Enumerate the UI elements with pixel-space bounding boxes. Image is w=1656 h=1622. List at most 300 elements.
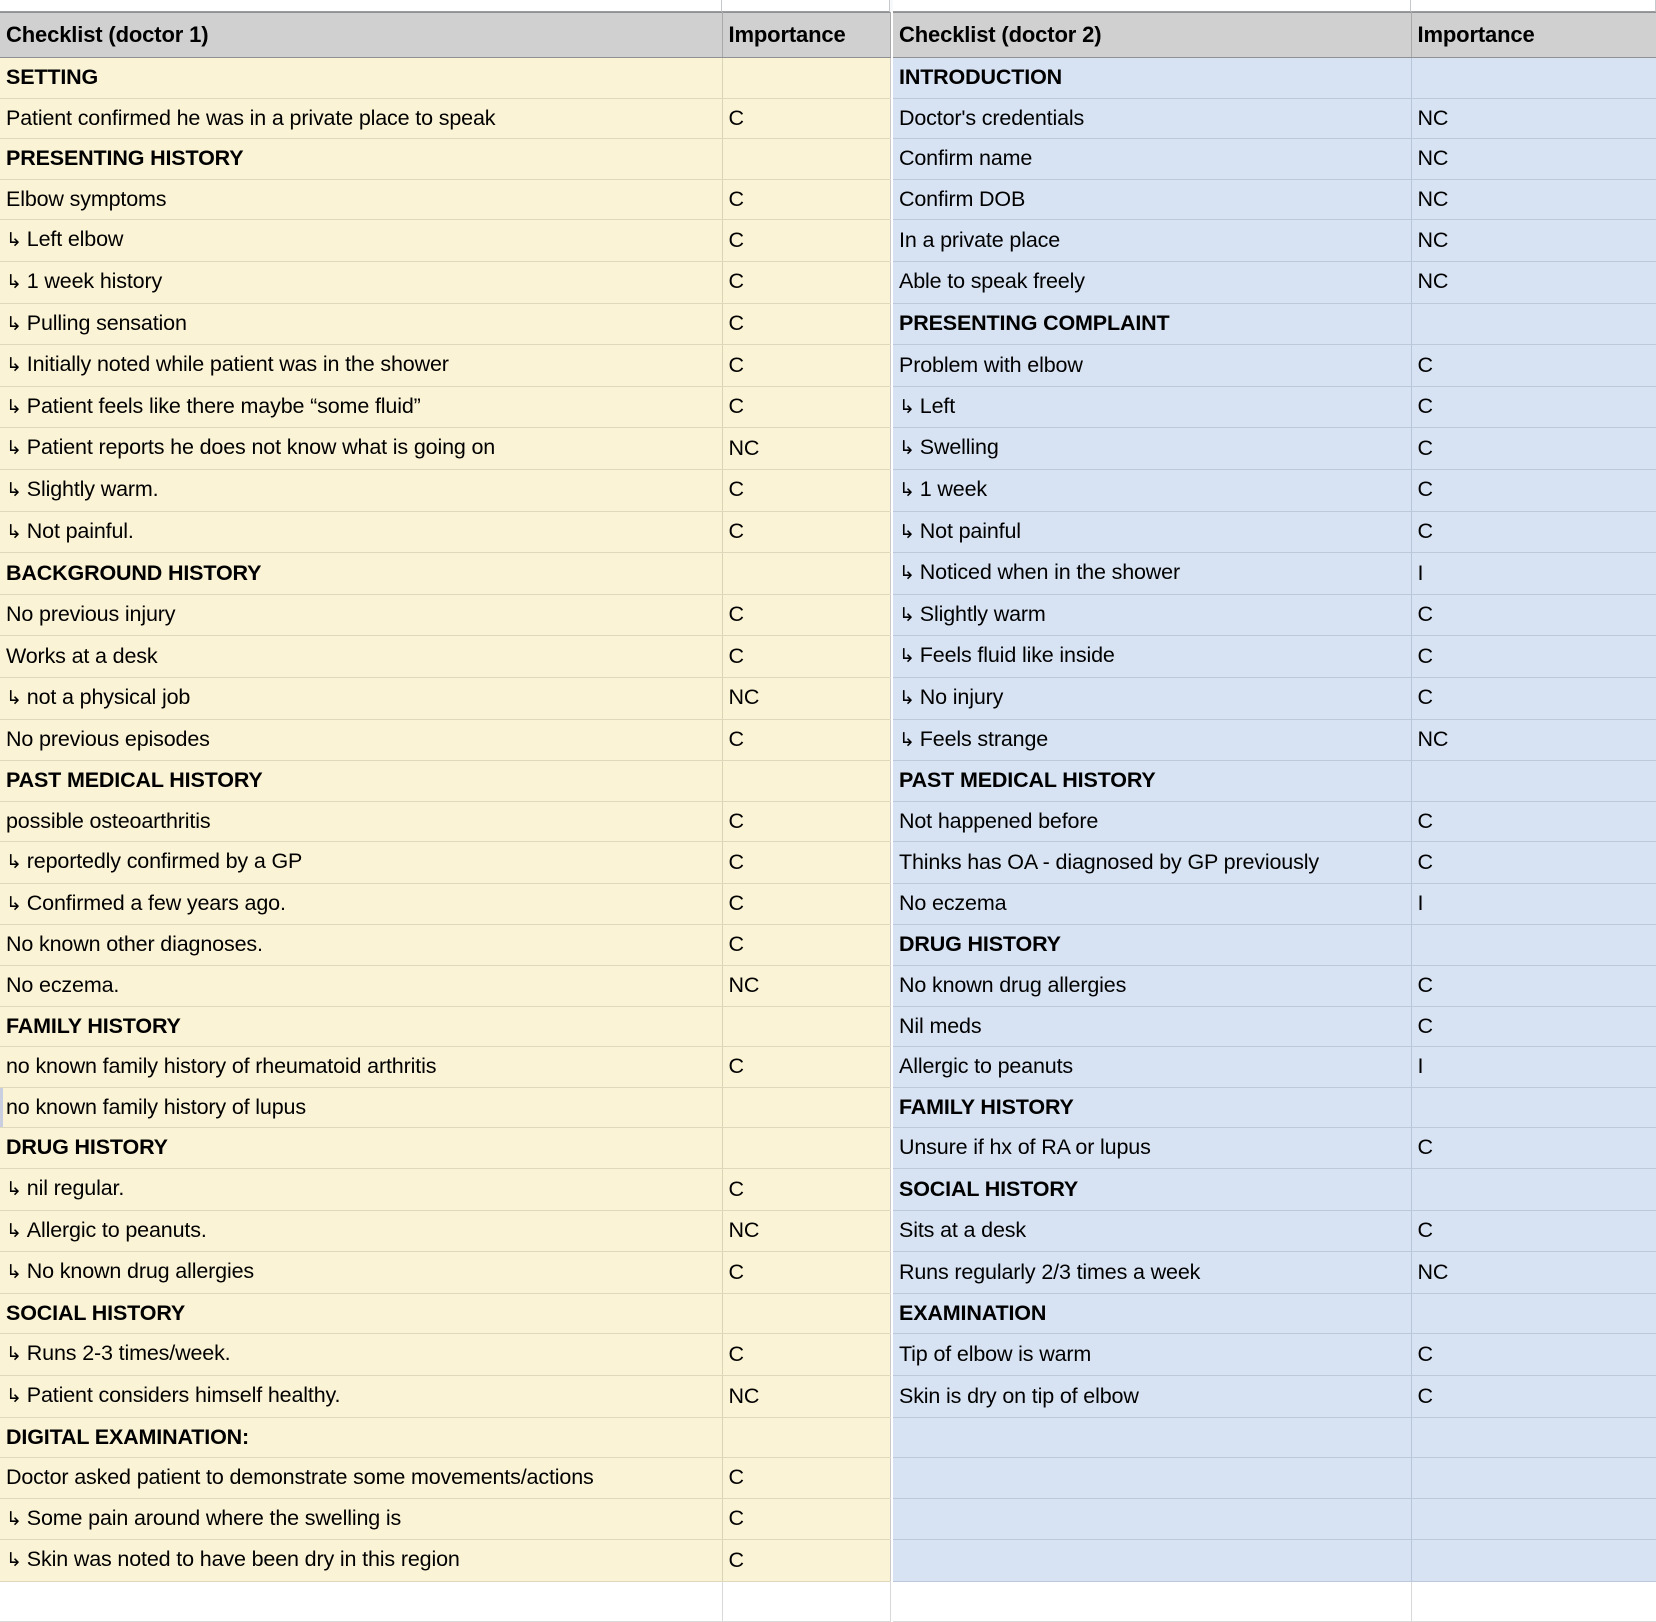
checklist-item-text: Patient confirmed he was in a private place to speak [6,105,496,130]
importance-value-cell[interactable] [1411,1458,1656,1499]
checklist-item-cell[interactable] [893,179,1411,220]
section-title: SOCIAL HISTORY [899,1176,1079,1201]
checklist-item-text: no known family history of rheumatoid arthritis [6,1054,437,1079]
importance-value-cell[interactable] [722,220,890,262]
sub-item-arrow-icon: ↳ [6,1385,22,1407]
importance-value: C [1417,1341,1433,1366]
checklist-item-cell[interactable] [0,511,722,553]
checklist-item-text: Able to speak freely [899,269,1085,294]
importance-value-cell[interactable] [1411,58,1656,99]
importance-value-cell[interactable] [722,925,890,966]
importance-value: I [1417,1054,1424,1079]
importance-value-cell[interactable] [722,719,890,761]
checklist-item-cell[interactable] [0,883,722,925]
checklist-item-cell[interactable] [893,511,1411,553]
importance-value-cell[interactable] [722,1047,890,1088]
checklist-item-cell[interactable] [893,883,1411,925]
table-row [0,761,1656,802]
importance-value-cell[interactable] [1411,345,1656,387]
checklist-item-cell[interactable] [0,1087,722,1128]
section-title: SETTING [6,65,99,89]
importance-value-cell[interactable] [1411,1417,1656,1458]
checklist-item-text: Not happened before [899,808,1099,833]
checklist-item-text: Doctor asked patient to demonstrate some movements/actions [6,1465,594,1490]
checklist-item-cell[interactable] [0,220,722,262]
importance-value-cell[interactable] [722,1334,890,1376]
checklist-item-text: Some pain around where the swelling is [26,1505,402,1530]
checklist-item-text: No previous episodes [6,727,210,751]
importance-value-cell[interactable] [722,179,890,220]
section-header-cell[interactable] [0,1293,722,1334]
importance-value-cell[interactable] [1411,1540,1656,1582]
header-checklist-doctor1[interactable]: Checklist (doctor 1) [0,13,722,58]
header-importance-doctor2[interactable]: Importance [1411,13,1656,58]
importance-value-cell[interactable] [722,553,890,595]
importance-value: C [1417,602,1433,627]
table-row [0,345,1656,387]
section-header-cell[interactable] [0,1006,722,1047]
importance-value-cell[interactable] [722,345,890,387]
importance-value-cell[interactable] [1411,179,1656,220]
table-row [0,1169,1656,1211]
sub-item-arrow-icon: ↳ [6,851,22,874]
section-header-cell[interactable] [893,58,1411,99]
importance-value-cell[interactable] [1411,220,1656,262]
checklist-comparison-table [0,12,1656,1622]
table-row [0,58,1656,99]
importance-value-cell[interactable] [722,139,890,180]
checklist-item-cell[interactable] [0,1540,722,1582]
importance-value: C [1417,352,1433,377]
importance-value-cell[interactable] [1411,1087,1656,1128]
importance-value-cell[interactable] [722,1169,890,1211]
table-row [0,303,1656,345]
checklist-item-text: Pulling sensation [26,310,187,335]
importance-value: C [728,227,744,252]
section-title: INTRODUCTION [899,65,1063,89]
sub-item-arrow-icon: ↳ [899,437,915,460]
checklist-item-cell[interactable] [0,1458,722,1499]
importance-value: C [728,1341,744,1366]
section-title: PAST MEDICAL HISTORY [899,768,1156,793]
table-row [0,1417,1656,1458]
importance-value-cell[interactable] [722,761,890,802]
checklist-item-text: No previous injury [6,602,176,627]
importance-value-cell[interactable] [1411,1210,1656,1252]
checklist-item-cell[interactable] [893,594,1411,636]
importance-value-cell[interactable] [1411,636,1656,678]
sub-item-arrow-icon: ↳ [6,1507,22,1530]
importance-value-cell[interactable] [1411,98,1656,139]
importance-value: C [728,643,744,668]
checklist-item-text: 1 week [919,476,988,501]
checklist-item-cell[interactable] [893,636,1411,678]
table-row [0,1293,1656,1334]
importance-value-cell[interactable] [722,58,890,99]
checklist-item-text: Runs 2-3 times/week. [26,1341,231,1366]
importance-value-cell[interactable] [722,511,890,553]
table-row [0,1581,1656,1621]
checklist-item-cell[interactable] [893,719,1411,761]
sub-item-arrow-icon: ↳ [899,562,915,585]
checklist-item-text: Swelling [919,435,999,460]
checklist-item-cell[interactable] [893,220,1411,262]
section-title: FAMILY HISTORY [899,1094,1074,1119]
importance-value-cell[interactable] [722,1128,890,1169]
sub-item-arrow-icon: ↳ [6,354,22,377]
importance-value: C [1417,1218,1433,1243]
importance-value-cell[interactable] [722,966,890,1007]
importance-value-cell[interactable] [1411,966,1656,1007]
checklist-item-cell[interactable] [0,966,722,1007]
importance-value-cell[interactable] [722,1293,890,1334]
importance-value: C [1417,1383,1433,1408]
checklist-item-text: Tip of elbow is warm [899,1341,1092,1366]
section-header-cell[interactable] [0,553,722,595]
section-header-cell[interactable] [893,1087,1411,1128]
sub-item-arrow-icon: ↳ [6,270,22,293]
table-row [0,139,1656,180]
importance-value-cell[interactable] [1411,761,1656,802]
checklist-item-cell[interactable] [893,1458,1411,1499]
checklist-item-cell[interactable] [893,1417,1411,1458]
importance-value-cell[interactable] [722,1006,890,1047]
importance-value: NC [1417,146,1449,171]
table-row [0,1498,1656,1540]
importance-value-cell[interactable] [722,842,890,884]
checklist-item-cell[interactable] [893,1540,1411,1582]
checklist-item-text: Patient reports he does not know what is going on [26,435,496,460]
checklist-item-cell[interactable] [893,1376,1411,1418]
section-header-cell[interactable] [893,1293,1411,1334]
checklist-item-text: Confirmed a few years ago. [26,890,286,915]
checklist-item-cell[interactable] [0,386,722,428]
section-header-cell[interactable] [0,139,722,180]
table-row [0,428,1656,470]
sub-item-arrow-icon: ↳ [6,1549,22,1572]
checklist-item-cell[interactable] [0,261,722,303]
table-row [0,1128,1656,1169]
checklist-item-cell[interactable] [0,428,722,470]
checklist-item-cell[interactable] [0,179,722,220]
checklist-item-cell[interactable] [0,719,722,761]
importance-value-cell[interactable] [1411,883,1656,925]
empty-importance-cell[interactable] [1411,1581,1656,1621]
checklist-item-text: Not painful. [26,518,134,543]
importance-value: C [728,1547,744,1572]
importance-value-cell[interactable] [722,1252,890,1294]
importance-value: I [1417,891,1424,916]
section-header-cell[interactable] [0,58,722,99]
checklist-item-text: Feels fluid like inside [919,643,1115,668]
checklist-item-text: Slightly warm. [26,476,159,501]
table-row [0,179,1656,220]
checklist-item-text: Runs regularly 2/3 times a week [899,1259,1201,1284]
checklist-item-text: Slightly warm [919,601,1046,626]
importance-value-cell[interactable] [1411,553,1656,595]
checklist-item-text: In a private place [899,227,1061,252]
partial-cell-d1 [0,0,722,12]
checklist-item-cell[interactable] [893,1498,1411,1540]
importance-value-cell[interactable] [722,428,890,470]
importance-value: NC [728,685,760,710]
section-header-cell[interactable] [893,303,1411,345]
sub-item-arrow-icon: ↳ [6,686,22,709]
importance-value-cell[interactable] [1411,1498,1656,1540]
checklist-item-cell[interactable] [893,345,1411,387]
checklist-item-cell[interactable] [0,801,722,842]
section-header-cell[interactable] [893,1169,1411,1211]
importance-value: C [728,105,744,130]
section-title: FAMILY HISTORY [6,1013,181,1038]
checklist-item-text: Left elbow [26,227,124,252]
checklist-item-cell[interactable] [893,1128,1411,1169]
empty-label-cell[interactable] [0,1581,722,1621]
importance-value: C [728,602,744,627]
importance-value-cell[interactable] [722,469,890,511]
checklist-item-cell[interactable] [0,469,722,511]
checklist-item-text: Allergic to peanuts. [26,1217,207,1242]
sub-item-arrow-icon: ↳ [6,312,22,335]
importance-value: C [728,519,744,544]
table-row [0,261,1656,303]
importance-value: C [728,394,744,419]
importance-value-cell[interactable] [1411,719,1656,761]
partial-row-above-header [0,0,1656,12]
importance-value-cell[interactable] [722,801,890,842]
empty-label-cell[interactable] [893,1581,1411,1621]
sub-item-arrow-icon: ↳ [6,1343,22,1366]
checklist-item-cell[interactable] [0,677,722,719]
table-row [0,1540,1656,1582]
checklist-item-cell[interactable] [893,469,1411,511]
importance-value-cell[interactable] [722,261,890,303]
importance-value: NC [1417,727,1449,751]
importance-value-cell[interactable] [1411,511,1656,553]
checklist-item-text: Noticed when in the shower [919,560,1181,585]
importance-value-cell[interactable] [1411,1006,1656,1047]
importance-value: NC [728,1218,760,1243]
importance-value-cell[interactable] [1411,1047,1656,1088]
checklist-item-text: not a physical job [26,684,191,709]
checklist-item-cell[interactable] [0,1169,722,1211]
checklist-item-text: Patient considers himself healthy. [26,1383,341,1407]
checklist-item-cell[interactable] [0,1334,722,1376]
importance-value-cell[interactable] [1411,1334,1656,1376]
checklist-item-cell[interactable] [893,966,1411,1007]
sub-item-arrow-icon: ↳ [899,645,915,668]
checklist-item-cell[interactable] [0,98,722,139]
checklist-item-text: Sits at a desk [899,1218,1026,1243]
checklist-item-cell[interactable] [893,139,1411,180]
section-header-cell[interactable] [893,761,1411,802]
checklist-item-cell[interactable] [893,1210,1411,1252]
table-row [0,677,1656,719]
importance-value-cell[interactable] [1411,1293,1656,1334]
importance-value: NC [1417,227,1449,252]
table-row [0,966,1656,1007]
importance-value-cell[interactable] [722,1087,890,1128]
table-row [0,1210,1656,1252]
importance-value-cell[interactable] [1411,303,1656,345]
importance-value-cell[interactable] [722,1376,890,1418]
checklist-item-cell[interactable] [893,98,1411,139]
importance-value: NC [1417,1259,1449,1284]
checklist-item-cell[interactable] [893,1334,1411,1376]
checklist-item-cell[interactable] [893,1006,1411,1047]
importance-value: C [1417,394,1433,419]
checklist-item-text: No eczema [899,891,1007,916]
importance-value: C [1417,1013,1433,1038]
section-header-cell[interactable] [893,925,1411,966]
table-row [0,925,1656,966]
table-body [0,58,1656,1622]
table-row [0,469,1656,511]
checklist-item-cell[interactable] [0,1047,722,1088]
importance-value-cell[interactable] [1411,1128,1656,1169]
checklist-item-cell[interactable] [0,1498,722,1540]
checklist-item-cell[interactable] [0,1210,722,1252]
importance-value-cell[interactable] [722,303,890,345]
section-title: DIGITAL EXAMINATION: [6,1424,250,1449]
importance-value-cell[interactable] [722,1498,890,1540]
checklist-item-text: Skin is dry on tip of elbow [899,1383,1139,1408]
importance-value-cell[interactable] [722,1417,890,1458]
section-title: PAST MEDICAL HISTORY [6,768,263,793]
sub-item-arrow-icon: ↳ [899,520,915,543]
checklist-item-cell[interactable] [893,386,1411,428]
checklist-item-cell[interactable] [893,842,1411,884]
importance-value-cell[interactable] [722,677,890,719]
checklist-item-text: Confirm name [899,146,1033,171]
checklist-item-text: Not painful [919,518,1021,543]
checklist-item-cell[interactable] [893,553,1411,595]
importance-value-cell[interactable] [722,1540,890,1582]
importance-value: I [1417,560,1424,585]
sub-item-arrow-icon: ↳ [899,728,915,751]
partial-cell-i1 [722,0,890,12]
importance-value-cell[interactable] [1411,1376,1656,1418]
table-row [0,1252,1656,1294]
importance-value-cell[interactable] [1411,386,1656,428]
sub-item-arrow-icon: ↳ [6,478,22,501]
checklist-item-text: No injury [919,684,1004,709]
importance-value: C [1417,685,1433,710]
table-row [0,883,1656,925]
importance-value: NC [728,435,760,460]
table-row [0,1376,1656,1418]
section-title: PRESENTING HISTORY [6,146,244,171]
checklist-item-text: Unsure if hx of RA or lupus [899,1135,1151,1160]
importance-value-cell[interactable] [1411,1169,1656,1211]
importance-value: C [1417,435,1433,460]
sub-item-arrow-icon: ↳ [899,603,915,626]
section-title: SOCIAL HISTORY [6,1300,186,1325]
importance-value-cell[interactable] [722,883,890,925]
checklist-item-cell[interactable] [893,1047,1411,1088]
section-title: EXAMINATION [899,1300,1047,1325]
checklist-item-cell[interactable] [0,345,722,387]
checklist-item-cell[interactable] [893,801,1411,842]
section-title: DRUG HISTORY [6,1135,168,1160]
importance-value: C [1417,477,1433,502]
sub-item-arrow-icon: ↳ [899,686,915,709]
checklist-item-cell[interactable] [0,1376,722,1418]
checklist-item-cell[interactable] [0,636,722,678]
importance-value: NC [1417,105,1449,130]
checklist-item-text: Left [919,393,956,418]
checklist-item-cell[interactable] [893,1252,1411,1294]
importance-value: C [728,849,744,874]
importance-value-cell[interactable] [722,594,890,636]
checklist-item-text: Confirm DOB [899,186,1026,211]
importance-value-cell[interactable] [1411,842,1656,884]
section-header-cell[interactable] [0,1417,722,1458]
checklist-item-cell[interactable] [893,428,1411,470]
importance-value: C [728,1465,744,1490]
importance-value-cell[interactable] [1411,677,1656,719]
importance-value-cell[interactable] [722,1210,890,1252]
checklist-item-cell[interactable] [893,261,1411,303]
checklist-item-cell[interactable] [893,677,1411,719]
importance-value-cell[interactable] [722,98,890,139]
section-header-cell[interactable] [0,761,722,802]
importance-value-cell[interactable] [722,1458,890,1499]
importance-value-cell[interactable] [1411,261,1656,303]
checklist-item-text: Thinks has OA - diagnosed by GP previously [899,849,1319,874]
importance-value-cell[interactable] [1411,925,1656,966]
checklist-item-text: Skin was noted to have been dry in this region [26,1547,460,1572]
empty-importance-cell[interactable] [722,1581,890,1621]
importance-value-cell[interactable] [1411,594,1656,636]
sub-item-arrow-icon: ↳ [6,437,22,460]
sub-item-arrow-icon: ↳ [6,1219,22,1242]
importance-value-cell[interactable] [1411,469,1656,511]
checklist-item-cell[interactable] [0,925,722,966]
checklist-item-cell[interactable] [0,1252,722,1294]
importance-value-cell[interactable] [722,386,890,428]
importance-value-cell[interactable] [1411,1252,1656,1294]
sub-item-arrow-icon: ↳ [6,395,22,418]
importance-value: C [728,727,744,751]
importance-value-cell[interactable] [1411,139,1656,180]
importance-value-cell[interactable] [1411,801,1656,842]
importance-value-cell[interactable] [1411,428,1656,470]
table-header-row [0,13,1656,58]
checklist-item-text: Doctor's credentials [899,105,1085,130]
section-header-cell[interactable] [0,1128,722,1169]
importance-value: C [728,891,744,916]
sub-item-arrow-icon: ↳ [6,1178,22,1201]
checklist-item-cell[interactable] [0,303,722,345]
checklist-item-text: nil regular. [26,1176,125,1201]
header-checklist-doctor2[interactable]: Checklist (doctor 2) [893,13,1411,58]
checklist-item-text: Problem with elbow [899,352,1083,377]
checklist-item-text: Feels strange [919,726,1049,751]
sub-item-arrow-icon: ↳ [899,395,915,418]
importance-value-cell[interactable] [722,636,890,678]
checklist-item-cell[interactable] [0,842,722,884]
header-importance-doctor1[interactable]: Importance [722,13,890,58]
table-row [0,553,1656,595]
sub-item-arrow-icon: ↳ [6,520,22,543]
checklist-item-cell[interactable] [0,594,722,636]
importance-value: NC [728,973,760,998]
table-row [0,386,1656,428]
importance-value: C [728,932,744,957]
table-row [0,719,1656,761]
checklist-item-text: No eczema. [6,973,120,998]
